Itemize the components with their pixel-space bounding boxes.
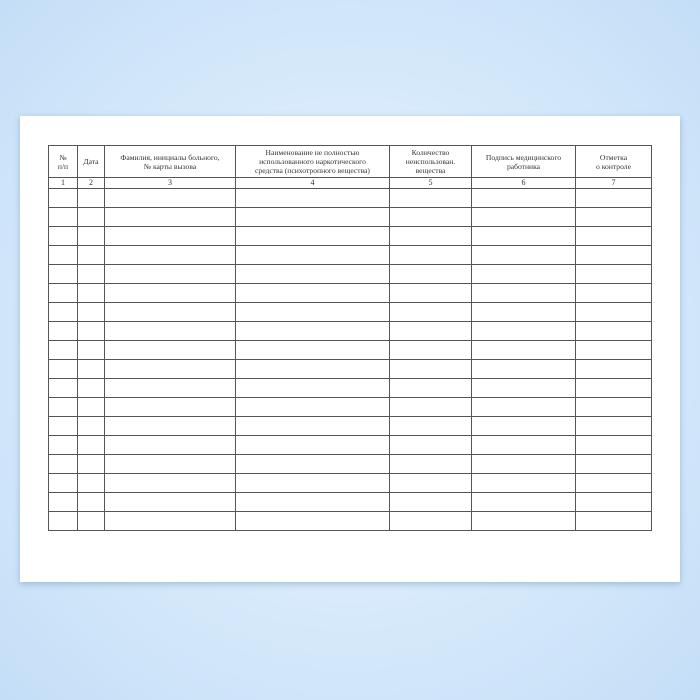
table-cell bbox=[390, 265, 472, 284]
header-col-substance: Наименование не полностью использованного наркотического средства (психотропного вещества) bbox=[236, 146, 390, 178]
table-cell bbox=[472, 322, 576, 341]
table-cell bbox=[576, 303, 652, 322]
table-cell bbox=[105, 474, 236, 493]
table-cell bbox=[78, 284, 105, 303]
table-cell bbox=[390, 512, 472, 531]
table-cell bbox=[390, 322, 472, 341]
table-cell bbox=[390, 455, 472, 474]
table-row bbox=[49, 303, 652, 322]
table-cell bbox=[49, 265, 78, 284]
table-cell bbox=[472, 246, 576, 265]
table-cell bbox=[236, 398, 390, 417]
table-cell bbox=[236, 436, 390, 455]
column-number-7: 7 bbox=[576, 178, 652, 189]
table-cell bbox=[78, 417, 105, 436]
column-number-row bbox=[49, 178, 652, 189]
table-cell bbox=[105, 436, 236, 455]
header-col-number: № п/п bbox=[49, 146, 78, 178]
table-cell bbox=[105, 322, 236, 341]
table-cell bbox=[78, 208, 105, 227]
table-cell bbox=[390, 189, 472, 208]
table-cell bbox=[105, 303, 236, 322]
table-cell bbox=[576, 322, 652, 341]
table-row bbox=[49, 227, 652, 246]
table-cell bbox=[236, 322, 390, 341]
table-cell bbox=[472, 208, 576, 227]
table-cell bbox=[390, 398, 472, 417]
table-cell bbox=[105, 265, 236, 284]
table-cell bbox=[390, 246, 472, 265]
table-cell bbox=[49, 208, 78, 227]
column-number-6: 6 bbox=[472, 178, 576, 189]
table-cell bbox=[390, 284, 472, 303]
table-cell bbox=[49, 303, 78, 322]
table-row bbox=[49, 265, 652, 284]
table-cell bbox=[390, 379, 472, 398]
table-cell bbox=[78, 227, 105, 246]
table-row bbox=[49, 189, 652, 208]
table-cell bbox=[576, 284, 652, 303]
table-row bbox=[49, 379, 652, 398]
table-cell bbox=[390, 208, 472, 227]
table-cell bbox=[390, 227, 472, 246]
table-cell bbox=[105, 341, 236, 360]
table-cell bbox=[236, 303, 390, 322]
table-cell bbox=[49, 189, 78, 208]
table-cell bbox=[472, 436, 576, 455]
table-cell bbox=[236, 512, 390, 531]
table-cell bbox=[49, 436, 78, 455]
table-cell bbox=[390, 474, 472, 493]
table-cell bbox=[390, 493, 472, 512]
table-row bbox=[49, 208, 652, 227]
table-cell bbox=[390, 417, 472, 436]
table-cell bbox=[576, 474, 652, 493]
table-row bbox=[49, 474, 652, 493]
table-cell bbox=[105, 208, 236, 227]
column-number-4: 4 bbox=[236, 178, 390, 189]
table-cell bbox=[78, 322, 105, 341]
table-cell bbox=[472, 341, 576, 360]
table-cell bbox=[472, 512, 576, 531]
table-cell bbox=[472, 284, 576, 303]
table-cell bbox=[105, 360, 236, 379]
table-cell bbox=[78, 455, 105, 474]
register-table bbox=[48, 145, 652, 531]
table-cell bbox=[105, 284, 236, 303]
table-cell bbox=[236, 360, 390, 379]
table-cell bbox=[49, 379, 78, 398]
table-cell bbox=[78, 512, 105, 531]
table-row bbox=[49, 417, 652, 436]
table-cell bbox=[105, 455, 236, 474]
table-cell bbox=[576, 512, 652, 531]
table-cell bbox=[49, 493, 78, 512]
table-row bbox=[49, 246, 652, 265]
table-cell bbox=[105, 493, 236, 512]
table-cell bbox=[390, 436, 472, 455]
table-cell bbox=[576, 455, 652, 474]
table-body bbox=[49, 189, 652, 531]
table-cell bbox=[78, 341, 105, 360]
table-cell bbox=[49, 246, 78, 265]
table-row bbox=[49, 512, 652, 531]
table-cell bbox=[49, 417, 78, 436]
table-cell bbox=[236, 417, 390, 436]
table-cell bbox=[576, 417, 652, 436]
table-row bbox=[49, 360, 652, 379]
header-col-control: Отметка о контроле bbox=[576, 146, 652, 178]
header-col-patient: Фамилия, инициалы больного, № карты вызова bbox=[105, 146, 236, 178]
table-cell bbox=[236, 208, 390, 227]
table-cell bbox=[49, 512, 78, 531]
table-row bbox=[49, 398, 652, 417]
table-cell bbox=[472, 360, 576, 379]
table-cell bbox=[78, 436, 105, 455]
column-number-5: 5 bbox=[390, 178, 472, 189]
table-cell bbox=[236, 474, 390, 493]
table-cell bbox=[78, 379, 105, 398]
table-cell bbox=[576, 493, 652, 512]
table-cell bbox=[472, 398, 576, 417]
table-cell bbox=[236, 284, 390, 303]
table-cell bbox=[576, 341, 652, 360]
table-cell bbox=[49, 398, 78, 417]
table-cell bbox=[49, 341, 78, 360]
table-cell bbox=[236, 246, 390, 265]
table-cell bbox=[472, 379, 576, 398]
table-cell bbox=[236, 265, 390, 284]
table-cell bbox=[236, 227, 390, 246]
header-col-quantity: Количество неиспользован. вещества bbox=[390, 146, 472, 178]
table-cell bbox=[105, 417, 236, 436]
header-col-signature: Подпись медицинского работника bbox=[472, 146, 576, 178]
table-cell bbox=[105, 246, 236, 265]
header-row bbox=[49, 146, 652, 178]
table-cell bbox=[49, 360, 78, 379]
table-cell bbox=[236, 493, 390, 512]
table-row bbox=[49, 493, 652, 512]
table-cell bbox=[576, 379, 652, 398]
table-cell bbox=[49, 284, 78, 303]
table-cell bbox=[236, 189, 390, 208]
table-cell bbox=[576, 208, 652, 227]
table-cell bbox=[105, 379, 236, 398]
table-cell bbox=[105, 227, 236, 246]
table-cell bbox=[576, 189, 652, 208]
table-cell bbox=[49, 455, 78, 474]
table-cell bbox=[78, 398, 105, 417]
table-cell bbox=[105, 398, 236, 417]
table-cell bbox=[78, 265, 105, 284]
table-cell bbox=[49, 322, 78, 341]
table-row bbox=[49, 322, 652, 341]
table-cell bbox=[576, 360, 652, 379]
table-cell bbox=[78, 189, 105, 208]
table-cell bbox=[49, 227, 78, 246]
column-number-2: 2 bbox=[78, 178, 105, 189]
table-row bbox=[49, 284, 652, 303]
table-cell bbox=[390, 360, 472, 379]
table-cell bbox=[78, 493, 105, 512]
table-cell bbox=[105, 189, 236, 208]
column-number-1: 1 bbox=[49, 178, 78, 189]
table-cell bbox=[472, 303, 576, 322]
table-cell bbox=[236, 341, 390, 360]
table-cell bbox=[236, 379, 390, 398]
table-cell bbox=[78, 246, 105, 265]
table-cell bbox=[236, 455, 390, 474]
table-row bbox=[49, 436, 652, 455]
column-number-3: 3 bbox=[105, 178, 236, 189]
table-cell bbox=[472, 265, 576, 284]
table-cell bbox=[390, 303, 472, 322]
table-cell bbox=[576, 436, 652, 455]
table-cell bbox=[78, 303, 105, 322]
header-col-date: Дата bbox=[78, 146, 105, 178]
table-cell bbox=[472, 493, 576, 512]
table-row bbox=[49, 341, 652, 360]
table-cell bbox=[576, 398, 652, 417]
table-cell bbox=[576, 227, 652, 246]
table-cell bbox=[390, 341, 472, 360]
table-cell bbox=[78, 474, 105, 493]
table-cell bbox=[472, 474, 576, 493]
table-cell bbox=[472, 417, 576, 436]
table-cell bbox=[472, 227, 576, 246]
table-cell bbox=[105, 512, 236, 531]
table-row bbox=[49, 455, 652, 474]
form-sheet bbox=[20, 116, 680, 582]
table-cell bbox=[49, 474, 78, 493]
table-cell bbox=[576, 246, 652, 265]
table-cell bbox=[576, 265, 652, 284]
table-cell bbox=[78, 360, 105, 379]
table-cell bbox=[472, 455, 576, 474]
table-cell bbox=[472, 189, 576, 208]
